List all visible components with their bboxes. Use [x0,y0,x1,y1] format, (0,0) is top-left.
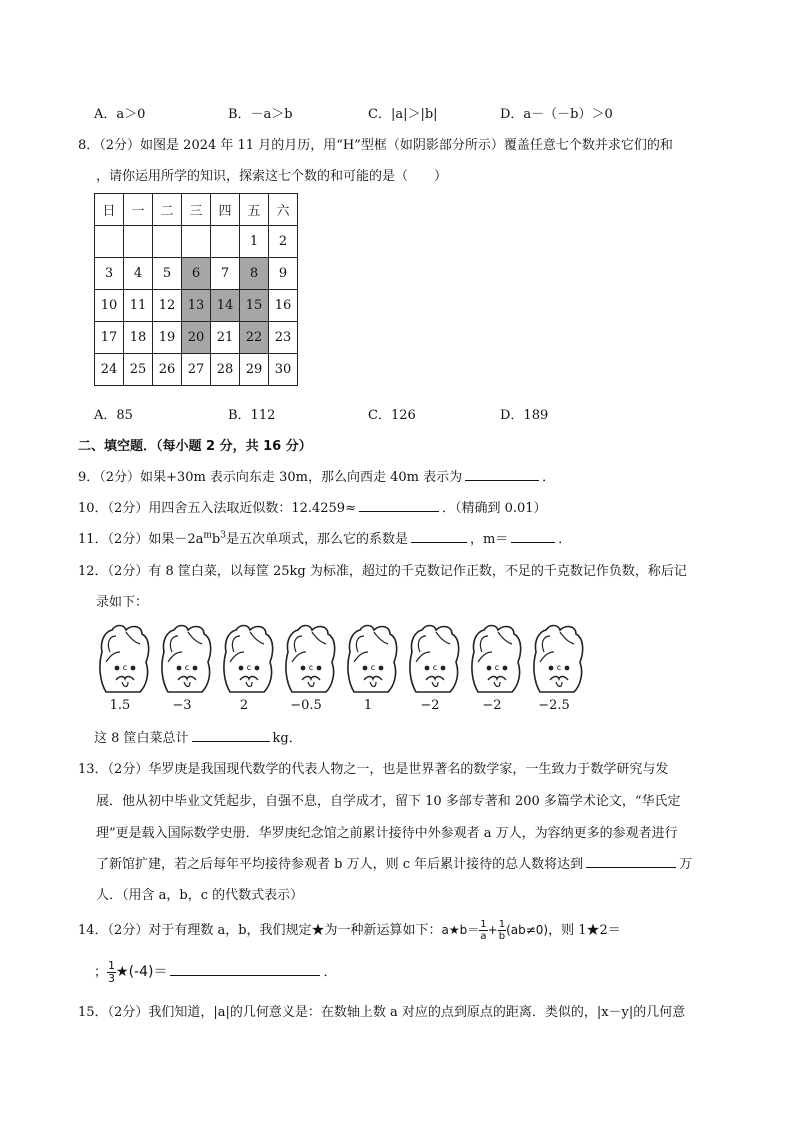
svg-text:c: c [122,663,128,672]
calendar-header-cell: 四 [211,194,240,226]
q14-line2-start: ； [94,965,108,980]
calendar-table [94,193,298,386]
calendar-cell: 17 [95,322,124,354]
q14-ask1: ，则 1★2＝ [548,923,621,938]
q14-formula-lhs: a★b＝ [441,923,480,937]
q13-line2: 展．他从初中毕业文凭起步，自强不息，自学成才，留下 10 多部专著和 200 多篇学术论文，“华氏定 [96,794,681,809]
calendar-cell [95,226,124,258]
cabbage-value: 2 [239,698,249,713]
cabbage-value: −2 [482,698,502,713]
q14-frac-1-over-b: $\frac{1}{b}$ [498,919,506,942]
q11-end: ． [558,532,572,547]
cabbage-value: 1.5 [109,698,131,713]
q7-option-a: A．a＞0 [94,107,146,122]
q13-answer-blank [586,855,676,868]
calendar-cell-shaded: 6 [182,258,211,290]
calendar-cell: 12 [153,290,182,322]
q7-option-d: D．a－（－b）＞0 [500,107,613,122]
calendar-cell: 16 [269,290,298,322]
calendar-cell-shaded: 15 [240,290,269,322]
q10-text: 10．（2分）用四舍五入法取近似数：12.4259≈ [78,501,356,516]
cabbage-value: 1 [363,698,373,713]
calendar-cell: 5 [153,258,182,290]
q14-answer-blank [170,963,320,976]
calendar-cell [124,226,153,258]
calendar-cell: 18 [124,322,153,354]
q12-total [94,727,302,746]
svg-text:c: c [308,663,314,672]
q7-option-c: C．|a|＞|b| [368,107,438,122]
calendar-cell: 2 [269,226,298,258]
q14-line1 [78,919,621,942]
q14-frac-1-over-3: $\frac{1}{3}$ [108,959,116,985]
cabbage-icon [282,622,338,694]
calendar-cell: 7 [211,258,240,290]
q11-coefficient-blank [411,530,467,543]
q12-total-blank [192,729,270,742]
q12-line2: 录如下： [96,595,149,610]
calendar-cell: 27 [182,354,211,386]
calendar-row [95,290,298,322]
calendar-row [95,258,298,290]
q10 [78,497,547,516]
calendar-cell-shaded: 8 [240,258,269,290]
svg-text:c: c [556,663,562,672]
q8-option-d: D．189 [500,408,549,423]
calendar-row [95,322,298,354]
q7-option-b: B．－a＞b [228,107,293,122]
calendar-cell: 4 [124,258,153,290]
q8-option-c: C．126 [368,408,416,423]
q10-answer-blank [359,499,439,512]
q11-m-blank [511,530,555,543]
calendar-cell: 23 [269,322,298,354]
calendar-header-cell: 一 [124,194,153,226]
q9 [78,466,555,485]
q15-line1: 15．（2分）我们知道，|a|的几何意义是：在数轴上数 a 对应的点到原点的距离．类似的，|x－y|的几何意 [78,1005,686,1020]
calendar-row [95,354,298,386]
calendar-cell [182,226,211,258]
q14-formula: a★b＝ $\frac{1}{a}$ + $\frac{1}{b}$ (ab≠0) [441,919,549,942]
calendar-cell: 30 [269,354,298,386]
calendar-cell: 9 [269,258,298,290]
calendar-cell: 19 [153,322,182,354]
q13-unit: 万 [679,857,693,872]
q14-frac-1-over-a: $\frac{1}{a}$ [480,919,487,942]
svg-text:c: c [184,663,190,672]
q8-line2: ，请你运用所学的知识，探索这七个数的和可能的是（ ） [96,169,448,184]
calendar-cell: 26 [153,354,182,386]
calendar-header-cell: 二 [153,194,182,226]
calendar-cell-shaded: 14 [211,290,240,322]
q9-answer-blank [465,468,539,481]
calendar-cell-shaded: 13 [182,290,211,322]
q12-line1: 12．（2分）有 8 筐白菜，以每筐 25kg 为标准，超过的千克数记作正数，不足的千克数记作负数，称后记 [78,564,687,579]
calendar-cell: 29 [240,354,269,386]
cabbage-icon [220,622,276,694]
q13-line4-text: 了新馆扩建，若之后每年平均接待参观者 b 万人，则 c 年后累计接待的总人数将达到 [96,857,584,872]
svg-text:c: c [246,663,252,672]
q9-end: ． [542,470,556,485]
q14-end: ． [323,965,337,980]
q11 [78,528,571,547]
calendar-cell: 10 [95,290,124,322]
calendar-row [95,226,298,258]
calendar-header-cell: 六 [269,194,298,226]
calendar-cell: 3 [95,258,124,290]
q13-line1: 13．（2分）华罗庚是我国现代数学的代表人物之一，也是世界著名的数学家，一生致力于数学研究与发 [78,762,669,777]
calendar-cell [153,226,182,258]
q14-formula-cond: (ab≠0) [506,923,549,937]
calendar-cell: 11 [124,290,153,322]
section-2-title: 二、填空题．（每小题 2 分，共 16 分） [78,439,312,454]
calendar-cell [211,226,240,258]
q11-sep: ，m＝ [469,532,509,547]
cabbage-icon [406,622,462,694]
cabbage-icon [158,622,214,694]
q10-end: ．（精确到 0.01） [441,501,547,516]
cabbage-value: −3 [172,698,192,713]
q11-rest: 是五次单项式，那么它的系数是 [225,532,408,547]
calendar-header-row [95,194,298,226]
svg-text:c: c [432,663,438,672]
cabbage-value: −0.5 [290,698,322,713]
cabbage-value: −2.5 [538,698,570,713]
cabbage-icon [530,622,586,694]
q13-last: 人．（用含 a，b，c 的代数式表示） [96,888,304,903]
q14-line2 [94,960,336,985]
q11-sup-m: m [203,530,212,541]
calendar-cell: 25 [124,354,153,386]
cabbage-icon [344,622,400,694]
calendar-cell-shaded: 20 [182,322,211,354]
svg-text:c: c [370,663,376,672]
q8-option-a: A．85 [94,408,133,423]
calendar-cell: 1 [240,226,269,258]
q8-option-b: B．112 [228,408,276,423]
q14-line2-op: ★(-4)＝ [116,964,168,980]
calendar-cell: 28 [211,354,240,386]
q11-text: 11．（2分）如果－2a [78,532,204,547]
calendar-cell: 24 [95,354,124,386]
calendar-header-cell: 日 [95,194,124,226]
cabbage-icon [468,622,524,694]
q12-total-suffix: kg． [272,731,302,746]
q12-total-prefix: 这 8 筐白菜总计 [94,731,189,746]
svg-text:c: c [494,663,500,672]
calendar-cell: 21 [211,322,240,354]
q14-text: 14．（2分）对于有理数 a，b，我们规定★为一种新运算如下： [78,923,442,938]
q13-line4 [96,853,692,872]
calendar-header-cell: 五 [240,194,269,226]
cabbage-icon [96,622,152,694]
q8-line1: 8．（2分）如图是 2024 年 11 月的月历，用“H”型框（如阴影部分所示）覆盖任意七个数并求它们的和 [78,138,673,153]
q11-sup-3: 3 [220,530,226,541]
q11-mid: b [211,532,221,547]
calendar-cell-shaded: 22 [240,322,269,354]
cabbage-value: −2 [420,698,440,713]
q9-text: 9．（2分）如果+30m 表示向东走 30m，那么向西走 40m 表示为 [78,470,463,485]
q13-line3: 理”更是载入国际数学史册．华罗庚纪念馆之前累计接待中外参观者 a 万人，为容纳更多的参观者进行 [96,826,678,841]
calendar-header-cell: 三 [182,194,211,226]
